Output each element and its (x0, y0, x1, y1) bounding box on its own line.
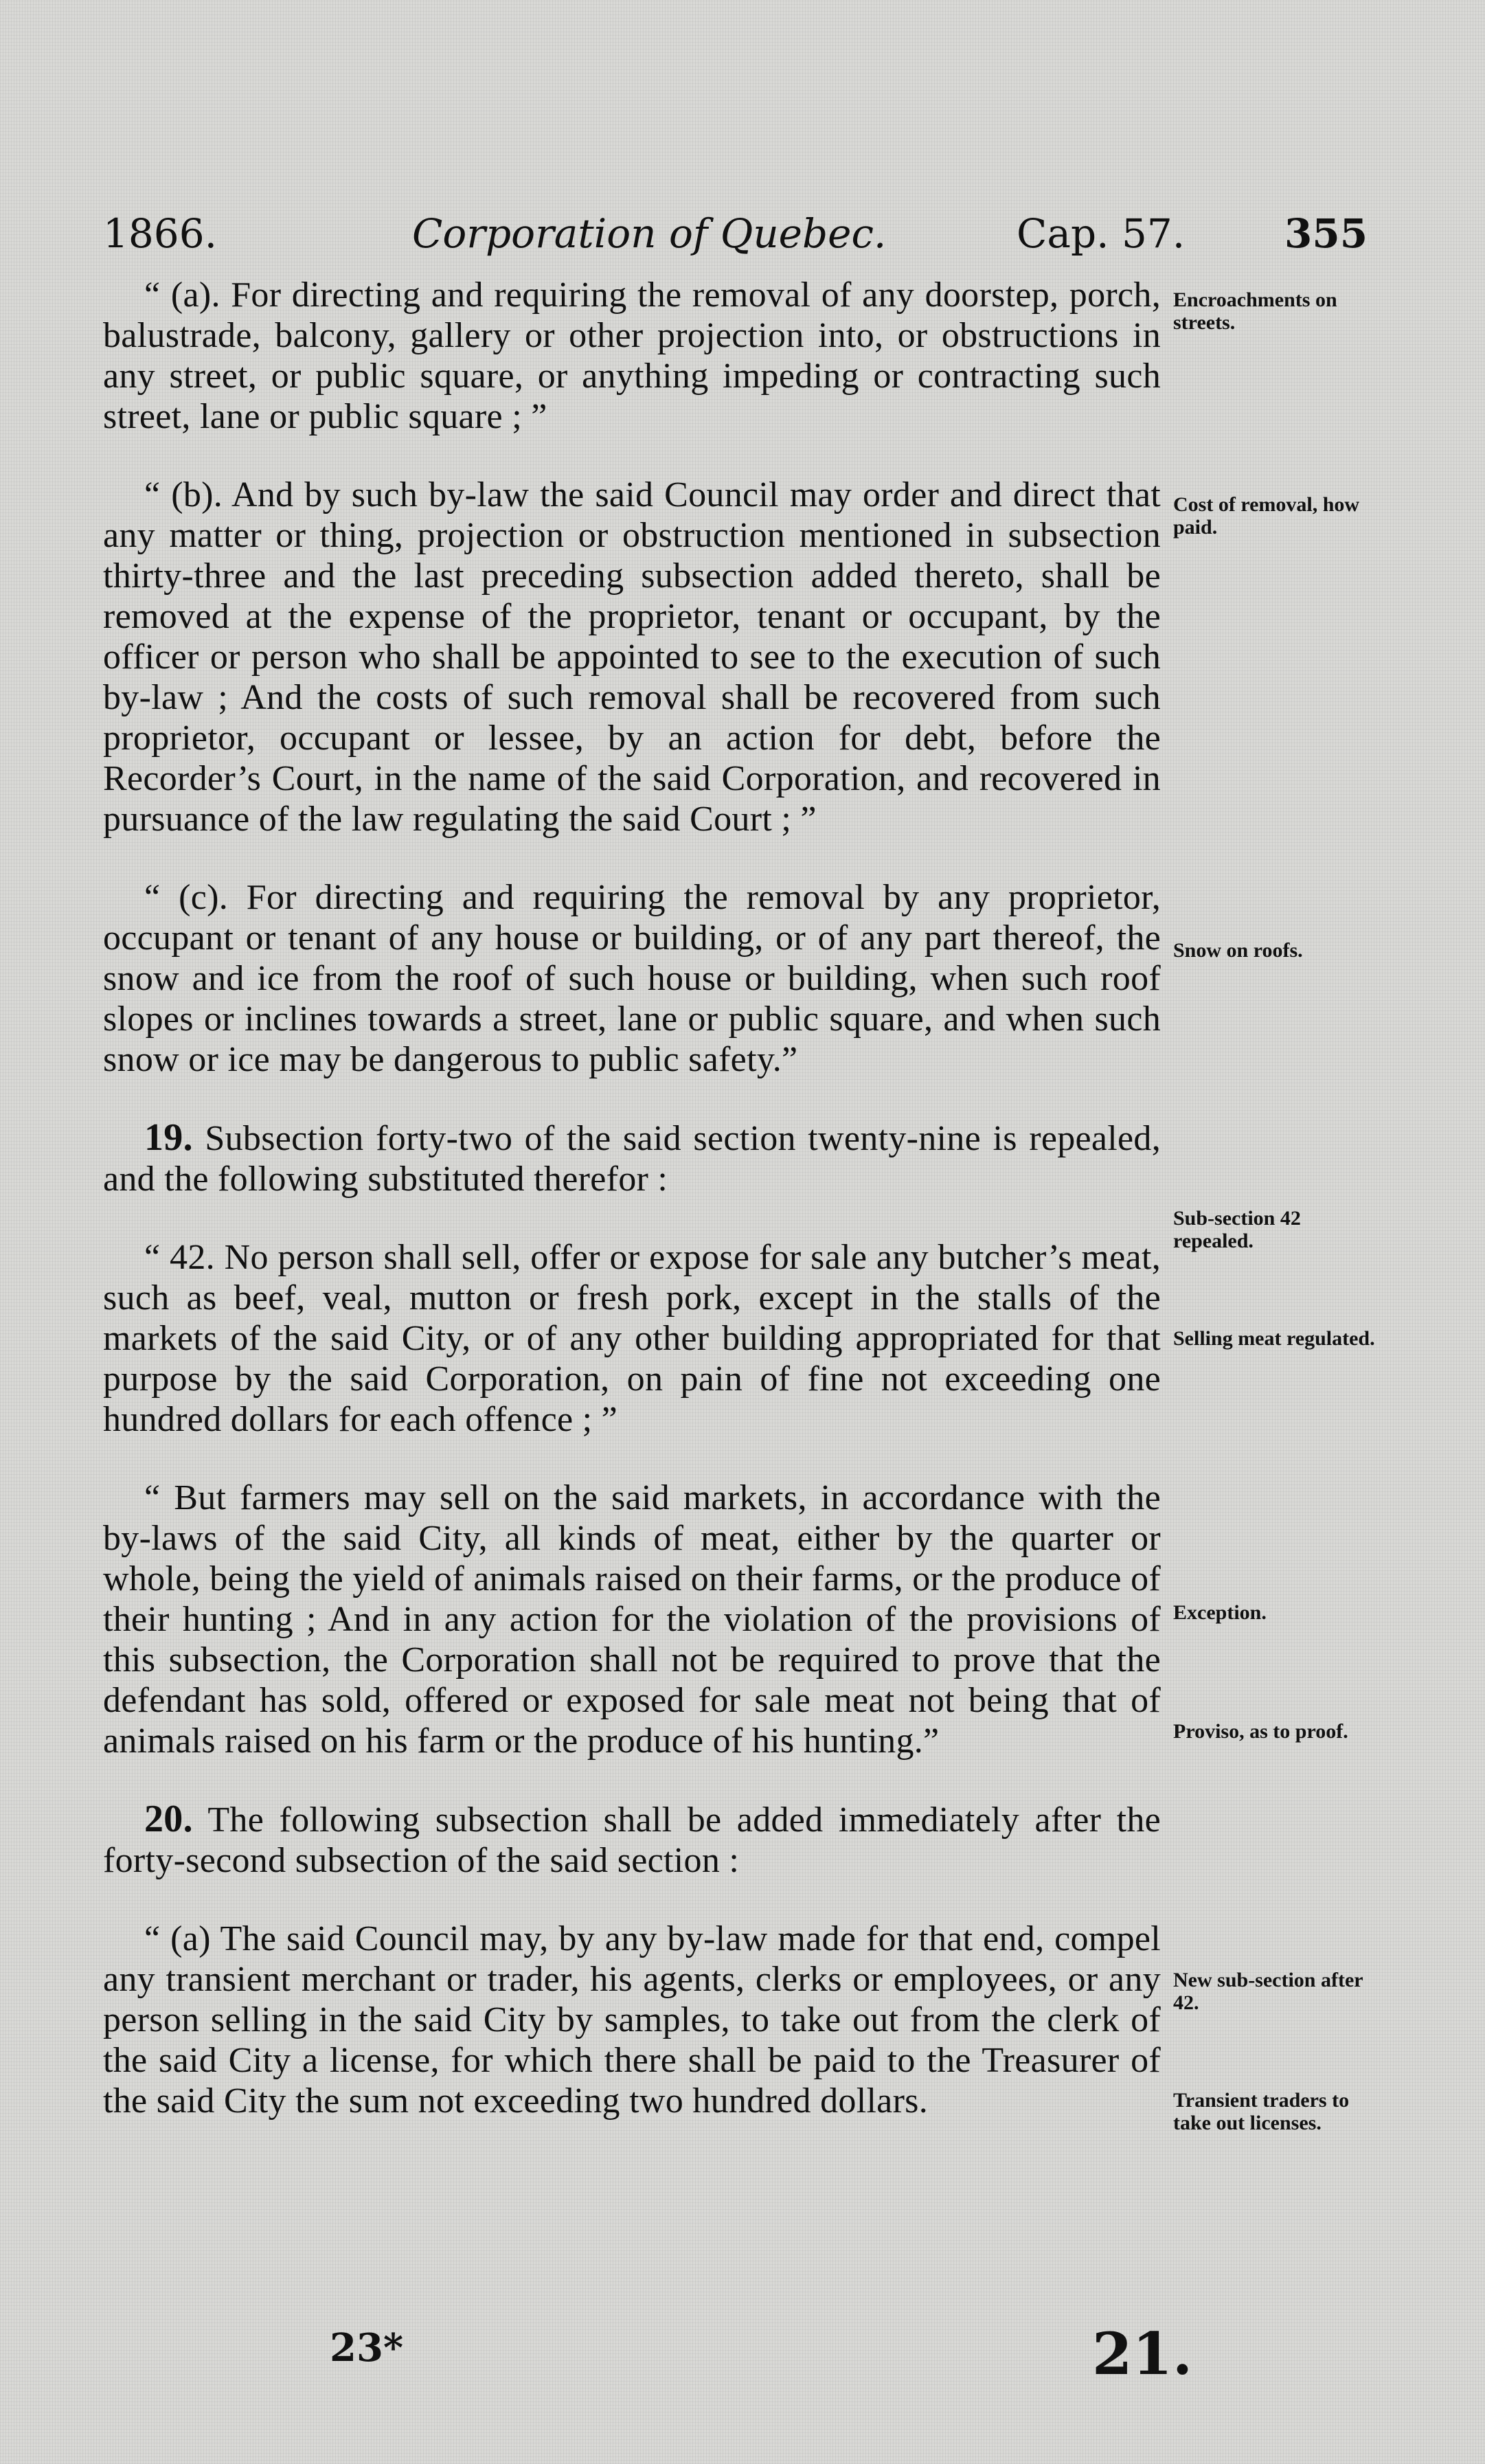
paragraph-b: “ (b). And by such by-law the said Council may order and direct that any matter or thing, projection or obstruction mentioned in subsection thirty-three and the last preceding subsection added thereto, shall be removed at the expense of the proprietor, tenant or occupant, by the officer or person who shall be appointed to see to the execution of such by-law ; And the costs of such removal shall be recovered from such proprietor, occupant or lessee, by an action for debt, before the Recorder’s Court, in the name of the said Corporation, and recovered in pursuance of the law regulating the said Court ; ” (103, 475, 1161, 839)
margin-note: Proviso, as to proof. (1173, 1720, 1348, 1743)
margin-note: Transient traders to take out licenses. (1173, 2089, 1350, 2134)
section-number: 19. (144, 1116, 193, 1159)
paragraph-farmers: “ But farmers may sell on the said markets, in accordance with the by-laws of the said City, all kinds of meat, either by the quarter or whole, being the yield of animals raised on their farms, or the produce of their hunting ; And in any action for the violation of the provisions of this subsection, the Corporation shall not be required to prove that the defendant has sold, offered or exposed for sale meat not being that of animals raised on his farm or the produce of his hunting.” (103, 1478, 1161, 1761)
margin-note: Sub-section 42 repealed. (1173, 1207, 1301, 1252)
margin-note: Encroachments on streets. (1173, 289, 1337, 334)
header-title: Corporation of Quebec. (412, 210, 887, 257)
section-19: 19. Subsection forty-two of the said section twenty-nine is repealed, and the following substituted therefor : (103, 1116, 1161, 1199)
margin-note: New sub-section after 42. (1173, 1969, 1363, 2014)
section-number: 20. (144, 1798, 193, 1840)
margin-note: Exception. (1173, 1601, 1267, 1624)
body-text (103, 275, 1161, 2159)
section-20: 20. The following subsection shall be added immediately after the forty-second subsection of the said section : (103, 1798, 1161, 1880)
page-footer (0, 2320, 1485, 2388)
page-number: 355 (1284, 210, 1368, 257)
header-chapter: Cap. 57. (1017, 210, 1186, 257)
margin-note: Selling meat regulated. (1173, 1327, 1375, 1350)
signature-mark-left: 23* (330, 2325, 404, 2371)
running-header (103, 206, 1367, 261)
paragraph-transient: “ (a) The said Council may, by any by-law made for that end, compel any transient merchant or trader, his agents, clerks or employees, or any person selling in the said City by samples, to take out from the clerk of the said City a license, for which there shall be paid to the Treasurer of the said City the sum not exceeding two hundred dollars. (103, 1919, 1161, 2121)
paragraph-a: “ (a). For directing and requiring the removal of any doorstep, porch, balustrade, balcony, gallery or other projection into, or obstructions in any street, or public square, or anything impeding or contracting such street, lane or public square ; ” (103, 275, 1161, 436)
margin-note: Snow on roofs. (1173, 939, 1303, 962)
header-year: 1866. (103, 210, 218, 257)
paragraph-42: “ 42. No person shall sell, offer or expose for sale any butcher’s meat, such as beef, veal, mutton or fresh pork, except in the stalls of the markets of the said City, or of any other building appropriated for that purpose by the said Corporation, on pain of fine not exceeding one hundred dollars for each offence ; ” (103, 1238, 1161, 1439)
signature-mark-right: 21. (1092, 2320, 1193, 2388)
margin-note: Cost of removal, how paid. (1173, 493, 1360, 539)
paragraph-c: “ (c). For directing and requiring the removal by any proprietor, occupant or tenant of any house or building, or of any part thereof, the snow and ice from the roof of such house or building, when such roof slopes or inclines towards a street, lane or public square, and when such snow or ice may be dangerous to public safety.” (103, 878, 1161, 1079)
